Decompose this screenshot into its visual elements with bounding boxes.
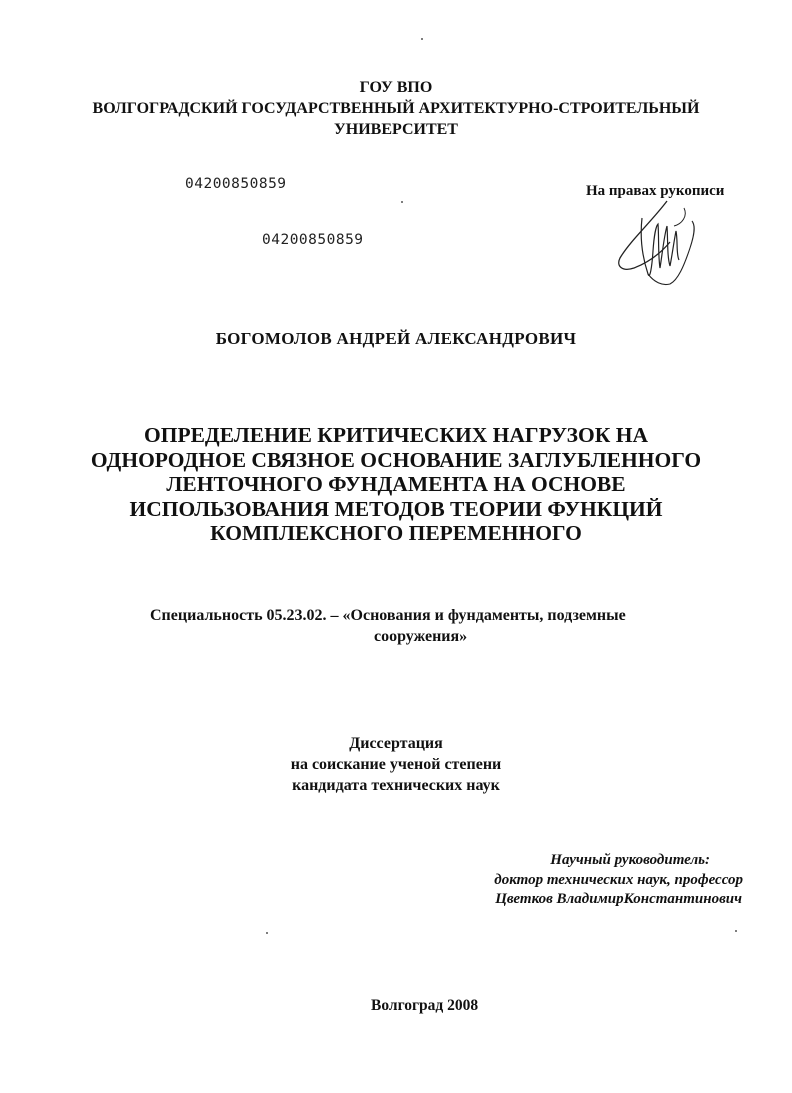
- supervisor-degree: доктор технических наук, профессор: [494, 871, 743, 888]
- supervisor-heading: Научный руководитель:: [550, 852, 710, 868]
- handwritten-signature: [612, 196, 697, 288]
- institution-name-cont: УНИВЕРСИТЕТ: [334, 121, 458, 138]
- title-line: ОДНОРОДНОЕ СВЯЗНОЕ ОСНОВАНИЕ ЗАГЛУБЛЕННОГО: [90, 447, 702, 472]
- scan-speck: [266, 932, 268, 934]
- degree-purpose: на соискание ученой степени: [290, 756, 502, 773]
- manuscript-rights-note: На правах рукописи: [586, 183, 725, 199]
- institution-name: ВОЛГОГРАДСКИЙ ГОСУДАРСТВЕННЫЙ АРХИТЕКТУРНО-СТРОИТЕЛЬНЫЙ: [92, 100, 700, 117]
- supervisor-name: Цветков ВладимирКонстантинович: [495, 891, 742, 907]
- scan-speck: [401, 201, 403, 203]
- institution-header: [0, 77, 792, 140]
- scan-speck: [735, 930, 737, 932]
- title-line: ОПРЕДЕЛЕНИЕ КРИТИЧЕСКИХ НАГРУЗОК НА: [144, 423, 648, 447]
- degree-name: кандидата технических наук: [292, 777, 500, 794]
- specialty-line-cont: сооружения»: [374, 628, 468, 645]
- library-code-stamp: 04200850859: [185, 176, 287, 192]
- specialty-line: Специальность 05.23.02. – «Основания и фундаменты, подземные: [150, 607, 626, 624]
- dissertation-title: [0, 423, 792, 546]
- scan-speck: [421, 38, 423, 40]
- dissertation-degree-block: [0, 733, 792, 796]
- title-line: КОМПЛЕКСНОГО ПЕРЕМЕННОГО: [210, 521, 582, 545]
- specialty-block: [150, 605, 750, 647]
- author-name: БОГОМОЛОВ АНДРЕЙ АЛЕКСАНДРОВИЧ: [215, 329, 577, 348]
- document-type: Диссертация: [349, 735, 443, 752]
- title-line: ИСПОЛЬЗОВАНИЯ МЕТОДОВ ТЕОРИИ ФУНКЦИЙ: [129, 496, 663, 521]
- institution-type: ГОУ ВПО: [359, 79, 433, 96]
- library-code-stamp-secondary: 04200850859: [262, 232, 364, 248]
- title-line: ЛЕНТОЧНОГО ФУНДАМЕНТА НА ОСНОВЕ: [166, 472, 626, 496]
- supervisor-block: [440, 851, 750, 910]
- city-year: Волгоград 2008: [371, 997, 479, 1014]
